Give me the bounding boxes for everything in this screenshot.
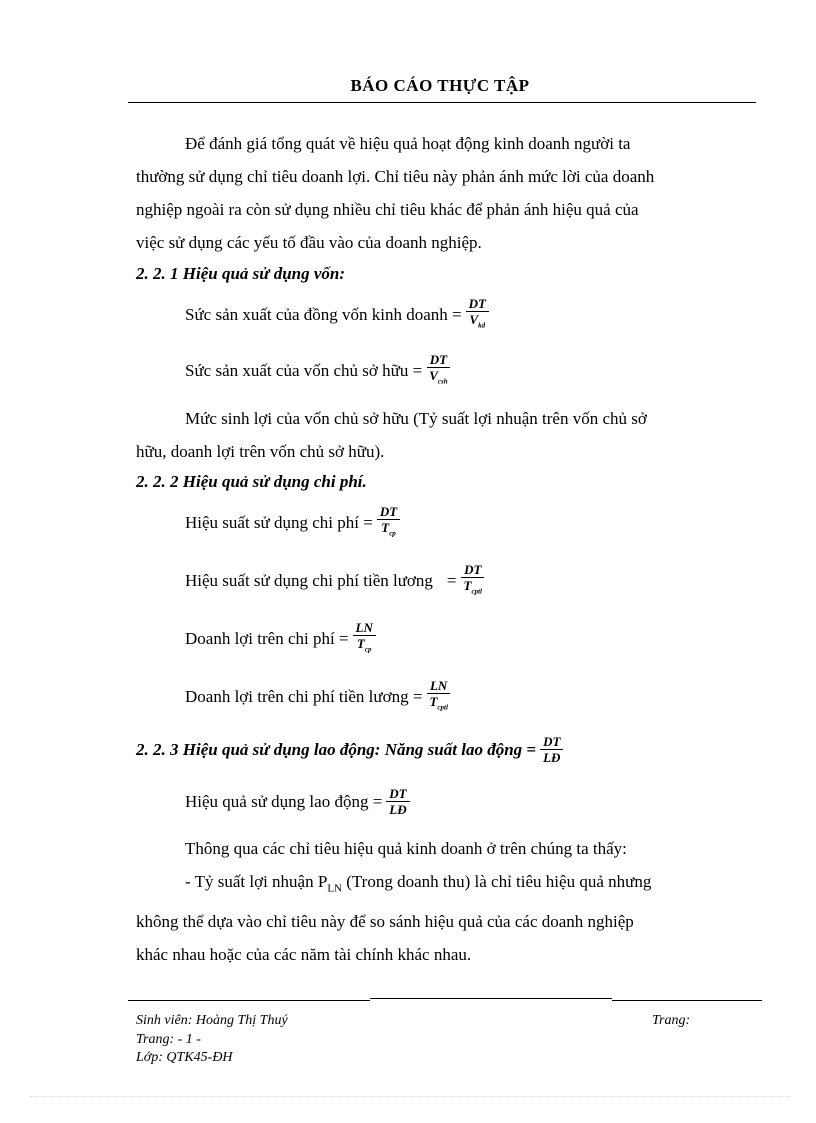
header-rule <box>128 102 756 103</box>
fraction: $\frac{DT}{V_{kd}}$ <box>466 296 489 334</box>
fraction: $\frac{LN}{T_{cp}}$ <box>353 620 376 658</box>
intro-paragraph <box>136 127 740 259</box>
footer-rule-middle <box>370 998 612 999</box>
page-header-title: BÁO CÁO THỰC TẬP <box>350 76 530 95</box>
intro-line-4: việc sử dụng các yếu tố đầu vào của doanh nghiệp. <box>136 233 482 252</box>
conclusion-paragraph: Thông qua các chỉ tiêu hiệu quả kinh doanh ở trên chúng ta thấy: - Tỷ suất lợi nhuận $P_{LN}$ (Trong doanh thu) là chỉ tiêu hiệu quả nhưng không thể dựa vào chỉ tiêu này để so sánh hiệu quả của các doanh nghiệp khác nhau hoặc của các năm tài chính khác nhau. <box>136 839 652 965</box>
section-heading-labor: 2. 2. 3 Hiệu quả sử dụng lao động: Năng suất lao động = $\frac{DT}{LĐ}$ <box>136 734 563 766</box>
fraction: $\frac{DT}{LĐ}$ <box>386 786 409 818</box>
formula-cost-efficiency: Hiệu suất sử dụng chi phí = $\frac{DT}{T_{cp}}$ <box>185 504 400 542</box>
page-bottom-divider <box>30 1096 790 1097</box>
formula-labor-efficiency: Hiệu quả sử dụng lao động = $\frac{DT}{LĐ}$ <box>185 786 410 818</box>
fraction: $\frac{DT}{LĐ}$ <box>540 734 563 766</box>
footer-rule-left <box>128 1000 370 1001</box>
footer-rule-right <box>612 1000 762 1001</box>
intro-line-1: Để đánh giá tổng quát về hiệu quả hoạt động kinh doanh người ta <box>185 134 631 153</box>
section-heading-capital: 2. 2. 1 Hiệu quả sử dụng vốn: <box>136 264 346 283</box>
formula-capital-productivity: Sức sản xuất của đồng vốn kinh doanh = $\frac{DT}{V_{kd}}$ <box>185 296 489 334</box>
fraction: $\frac{DT}{T_{cp}}$ <box>377 504 400 542</box>
fraction: $\frac{DT}{V_{csh}}$ <box>426 352 450 390</box>
formula-wage-cost-efficiency: Hiệu suất sử dụng chi phí tiền lương = $\frac{DT}{T_{cptl}}$ <box>185 562 485 600</box>
footer-student-name: Sinh viên: Hoàng Thị Thuý <box>136 1013 288 1028</box>
footer-class: Lớp: QTK45-ĐH <box>136 1050 233 1065</box>
section-heading-cost: 2. 2. 2 Hiệu quả sử dụng chi phí. <box>136 472 367 491</box>
formula-profit-on-cost: Doanh lợi trên chi phí = $\frac{LN}{T_{cp}}$ <box>185 620 376 658</box>
formula-profit-on-wage-cost: Doanh lợi trên chi phí tiền lương = $\frac{LN}{T_{cptl}}$ <box>185 678 451 716</box>
formula-equity-productivity: Sức sản xuất của vốn chủ sở hữu = $\frac{DT}{V_{csh}}$ <box>185 352 451 390</box>
equity-return-note: Mức sinh lợi của vốn chủ sở hữu (Tỷ suất lợi nhuận trên vốn chủ sở hữu, doanh lợi trên vốn chủ sở hữu). <box>136 409 647 461</box>
intro-line-3: nghiệp ngoài ra còn sử dụng nhiều chỉ tiêu khác để phản ánh hiệu quả của <box>136 200 639 219</box>
fraction: $\frac{DT}{T_{cptl}}$ <box>461 562 485 600</box>
fraction: $\frac{LN}{T_{cptl}}$ <box>426 678 450 716</box>
footer-page-number: Trang: - 1 - <box>136 1032 201 1047</box>
footer-page-label: Trang: <box>652 1013 691 1028</box>
intro-line-2: thường sử dụng chỉ tiêu doanh lợi. Chỉ tiêu này phản ánh mức lời của doanh <box>136 167 655 186</box>
